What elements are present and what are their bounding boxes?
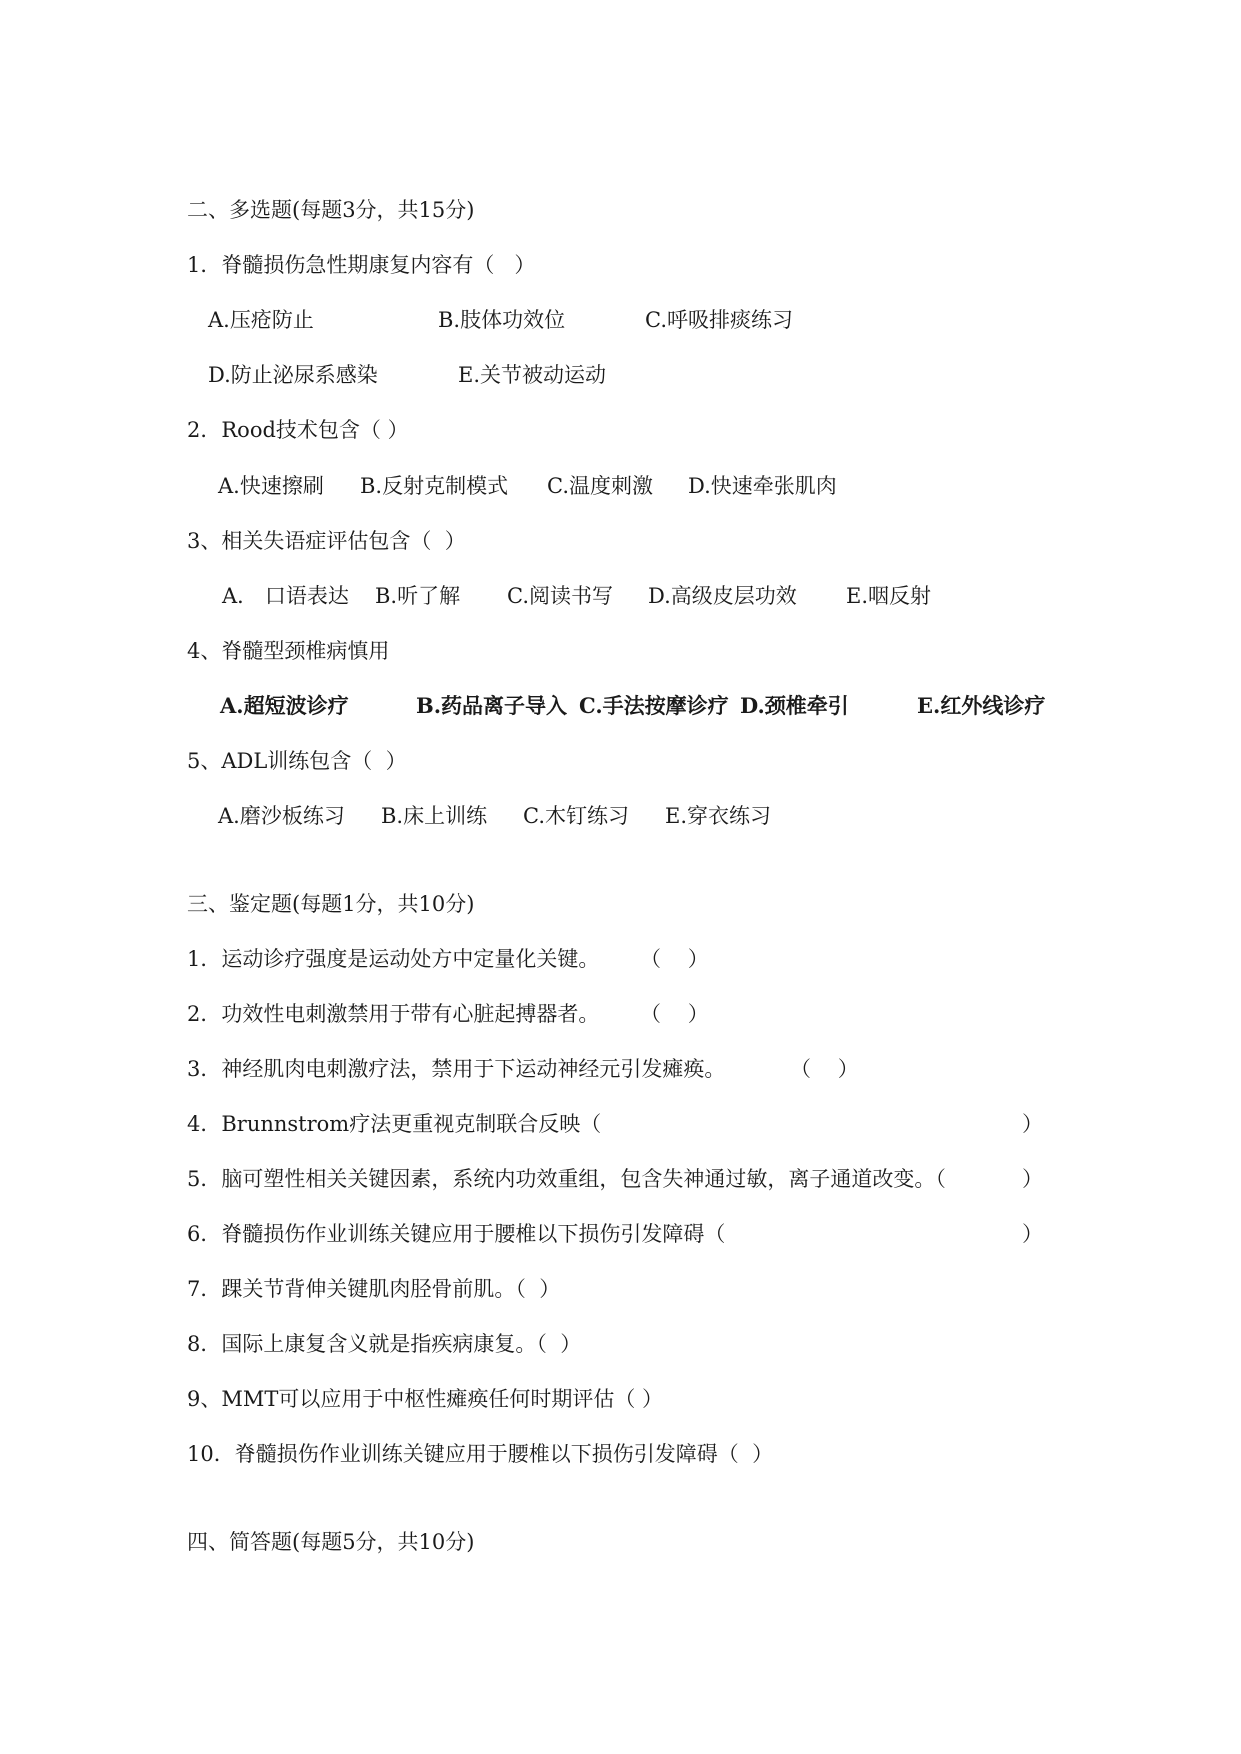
option: D.颈椎牵引 [740,693,849,718]
judge-item: 9、MMT可以应用于中枢性瘫痪任何时期评估（ ） [187,1387,664,1411]
option: B.床上训练 [381,804,488,828]
option: D.防止泌尿系感染 [208,363,378,387]
judge-item: 8．国际上康复含义就是指疾病康复。（ ） [187,1332,582,1356]
answer-paren-close: ） [1022,1167,1043,1191]
option: C.手法按摩诊疗 [579,693,729,718]
option: B.反射克制模式 [360,474,509,498]
section-title-judgment: 三、鉴定题(每题1分，共10分) [187,892,475,916]
option: A． 口语表达 [222,584,349,608]
option: A.超短波诊疗 [220,693,349,718]
question-text: 1．脊髓损伤急性期康复内容有（ ） [187,253,536,277]
question-text: 4、脊髓型颈椎病慎用 [187,639,390,663]
judge-item: 10．脊髓损伤作业训练关键应用于腰椎以下损伤引发障碍（ ） [187,1442,774,1466]
option: B.听了解 [375,584,461,608]
section-title-short-answer: 四、简答题(每题5分，共10分) [187,1530,475,1554]
option: D.快速牵张肌肉 [688,474,837,498]
option: E.关节被动运动 [458,363,607,387]
option: E.穿衣练习 [665,804,772,828]
question-text: 2．Rood技术包含（ ） [187,418,409,442]
judge-item: 4．Brunnstrom疗法更重视克制联合反映（ [187,1112,602,1136]
option: C.阅读书写 [507,584,613,608]
option: E.红外线诊疗 [917,693,1046,718]
option: C.呼吸排痰练习 [645,308,793,332]
option: A.压疮防止 [208,308,314,332]
answer-paren-close: ） [1022,1112,1043,1136]
judge-item: 1．运动诊疗强度是运动处方中定量化关键。 [187,947,600,971]
option: B.肢体功效位 [438,308,566,332]
question-text: 5、ADL训练包含（ ） [187,749,407,773]
section-title-multiple-choice: 二、多选题(每题3分，共15分) [187,198,475,222]
option: C.温度刺激 [547,474,653,498]
judge-item: 7．踝关节背伸关键肌肉胫骨前肌。（ ） [187,1277,561,1301]
judge-item: 5．脑可塑性相关关键因素，系统内功效重组，包含失神通过敏，离子通道改变。（ [187,1167,946,1191]
question-text: 3、相关失语症评估包含（ ） [187,529,466,553]
answer-paren-close: ） [1022,1222,1043,1246]
judge-item: 2．功效性电刺激禁用于带有心脏起搏器者。 [187,1002,600,1026]
option: A.快速擦刷 [218,474,324,498]
answer-paren: （ ） [790,1057,859,1081]
answer-paren: （ ） [640,1002,709,1026]
option: D.高级皮层功效 [648,584,797,608]
judge-item: 6．脊髓损伤作业训练关键应用于腰椎以下损伤引发障碍（ [187,1222,726,1246]
option: A.磨沙板练习 [218,804,345,828]
option: E.咽反射 [846,584,932,608]
judge-item: 3．神经肌肉电刺激疗法，禁用于下运动神经元引发瘫痪。 [187,1057,726,1081]
option: C.木钉练习 [523,804,629,828]
answer-paren: （ ） [640,947,709,971]
option: B.药品离子导入 [416,693,568,718]
